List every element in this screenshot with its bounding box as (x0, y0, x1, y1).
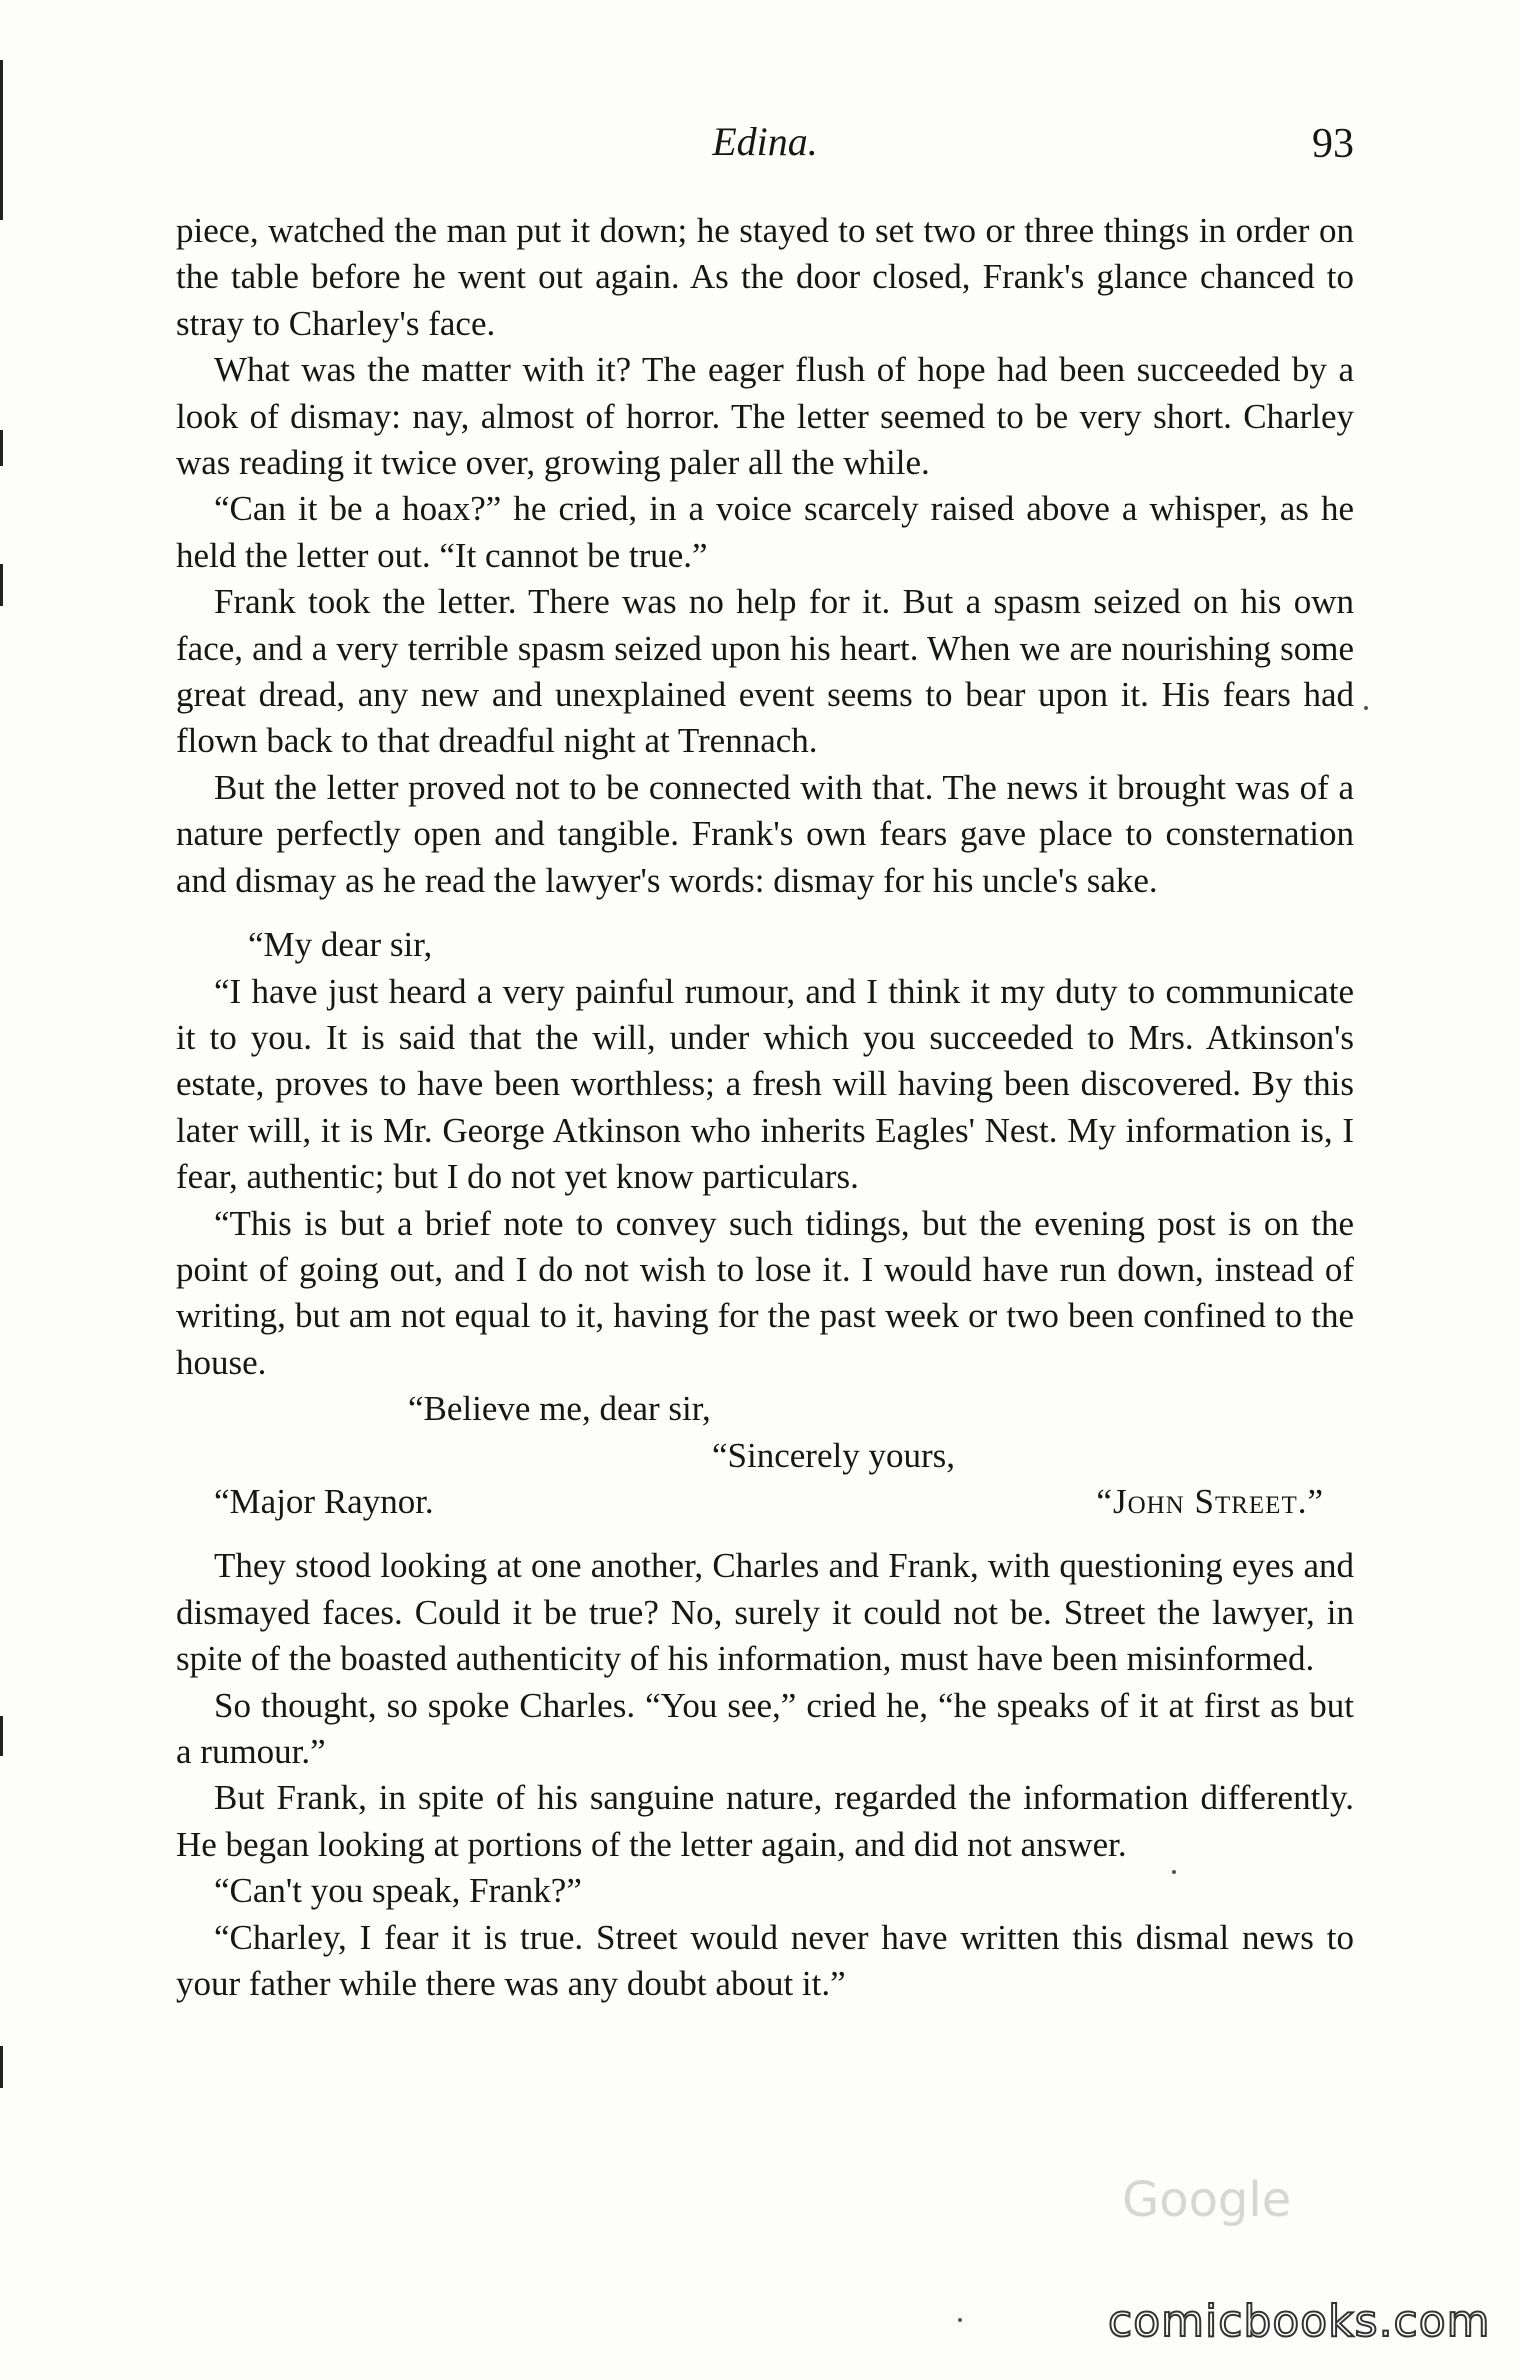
letter-salutation: “My dear sir, (248, 925, 433, 965)
paragraph: But Frank, in spite of his sanguine nature, regarded the information differently. He began looking at portions of the letter again, and did not answer. (176, 1778, 1354, 1864)
scan-margin-mark (0, 60, 3, 220)
site-watermark: comicbooks.com (1108, 2296, 1491, 2347)
paragraph: “Charley, I fear it is true. Street would never have written this dismal news to your father while there was any doubt about it.” (176, 1917, 1354, 2004)
scan-margin-mark (0, 1716, 3, 1756)
paragraph: They stood looking at one another, Charles and Frank, with questioning eyes and dismayed faces. Could it be true? No, surely it could not be. Street the lawyer, in spite of the boasted authenticity of his information, must have been misinformed. (176, 1546, 1354, 1679)
scan-speck (1364, 706, 1368, 710)
letter-paragraph: “I have just heard a very painful rumour, and I think it my duty to communicate it to you. It is said that the will, under which you succeeded to Mrs. Atkinson's estate, proves to have been worthless; a fresh will having been discovered. By this later will, it is Mr. George Atkinson who inherits Eagles' Nest. My information is, I fear, authentic; but I do not yet know particulars. (176, 971, 1354, 1197)
scan-speck (958, 2318, 962, 2322)
google-watermark: Google (1122, 2172, 1292, 2228)
letter-signature: “John Street.” (1096, 1481, 1324, 1521)
page-number: 93 (1312, 121, 1354, 167)
letter-closing: “Believe me, dear sir, (408, 1389, 711, 1429)
text-continuation (176, 1543, 1354, 2007)
scan-margin-mark (0, 564, 3, 606)
paragraph: Frank took the letter. There was no help for it. But a spasm seized on his own face, and a very terrible spasm seized upon his heart. When we are nourishing some great dread, any new and unexplained event seems to bear upon it. His fears had flown back to that dreadful night at Trennach. (176, 582, 1354, 761)
scan-margin-mark (0, 2046, 3, 2088)
letter-paragraph: “This is but a brief note to convey such tidings, but the evening post is on the point of going out, and I do not wish to lose it. I would have run down, instead of writing, but am not equal to it, having for the past week or two been confined to the house. (176, 1203, 1354, 1382)
paragraph: So thought, so spoke Charles. “You see,” cried he, “he speaks of it at first as but a rumour.” (176, 1685, 1354, 1771)
paragraph: But the letter proved not to be connected with that. The news it brought was of a nature perfectly open and tangible. Frank's own fears gave place to consternation and dismay as he read the lawyer's words: dismay for his uncle's sake. (176, 767, 1354, 900)
paragraph: “Can it be a hoax?” he cried, in a voice scarcely raised above a whisper, as he held the letter out. “It cannot be true.” (176, 489, 1354, 575)
quoted-letter (176, 922, 1354, 1525)
text-body (176, 208, 1354, 2007)
scan-margin-mark (0, 430, 3, 466)
letter-closing: “Sincerely yours, (712, 1435, 955, 1475)
paragraph: piece, watched the man put it down; he stayed to set two or three things in order on the table before he went out again. As the door closed, Frank's glance chanced to stray to Charley's face. (176, 211, 1354, 343)
letter-signature-line (176, 1479, 1354, 1525)
book-page (176, 118, 1354, 2007)
letter-addressee: “Major Raynor. (214, 1481, 434, 1521)
running-title: Edina. (712, 119, 818, 164)
page-header (176, 118, 1354, 208)
paragraph: What was the matter with it? The eager flush of hope had been succeeded by a look of dismay: nay, almost of horror. The letter seemed to be very short. Charley was reading it twice over, growing paler all the while. (176, 350, 1354, 483)
paragraph: “Can't you speak, Frank?” (214, 1871, 582, 1911)
